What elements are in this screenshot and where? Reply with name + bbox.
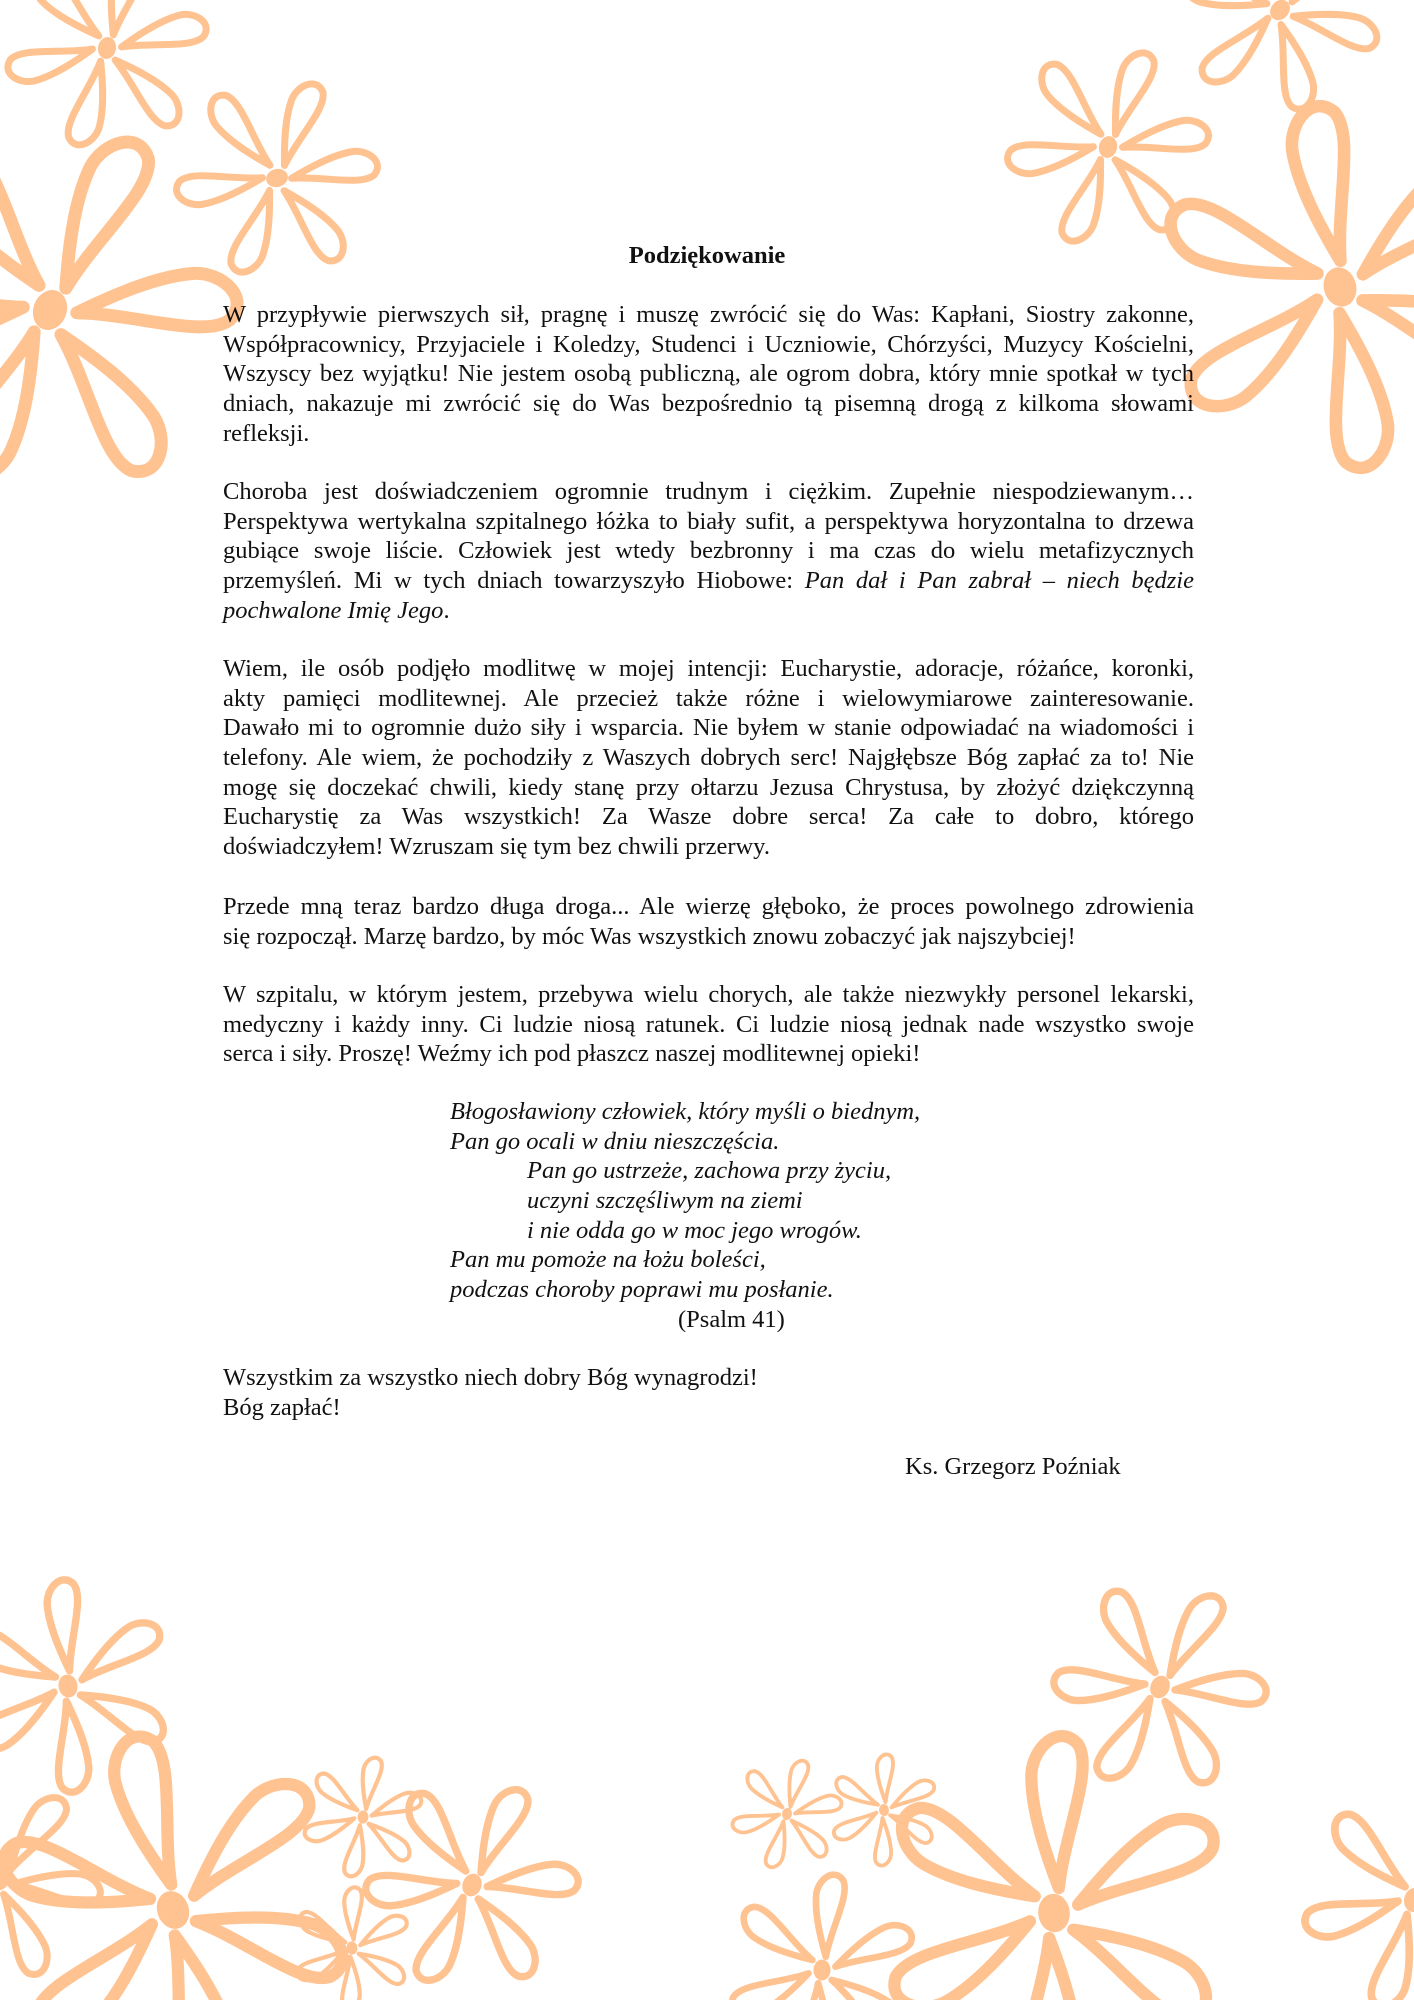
text-line: refleksji. <box>223 419 310 447</box>
text-line: gubiące swoje liście. Człowiek jest wtedy bezbronny i ma czas do wielu metafizycznych <box>223 537 1194 565</box>
text-line: Dawało mi to ogromnie dużo siły i wsparcia. Nie byłem w stanie odpowiadać na wiadomości i <box>223 714 1194 742</box>
quote-italic: Pan dał i Pan zabrał – niech będzie <box>804 567 1194 595</box>
text-line: doświadczyłem! Wzruszam się tym bez chwili przerwy. <box>223 833 770 861</box>
paragraph-3 <box>223 654 1194 862</box>
text-line: medyczny i każdy inny. Ci ludzie niosą ratunek. Ci ludzie niosą jednak nade wszystko swoje <box>223 1010 1194 1038</box>
text-line <box>223 596 1194 626</box>
paragraph-4 <box>223 892 1194 951</box>
closing-text <box>223 1363 758 1422</box>
poem-line: Pan go ustrzeże, zachowa przy życiu, <box>527 1157 892 1185</box>
paragraph-5 <box>223 980 1194 1069</box>
poem-line: i nie odda go w moc jego wrogów. <box>527 1216 862 1244</box>
text-line: Współpracownicy, Przyjaciele i Koledzy, Studenci i Uczniowie, Chórzyści, Muzycy Kościelni, <box>223 330 1194 358</box>
text-line <box>223 566 1194 596</box>
text-line: W przypływie pierwszych sił, pragnę i muszę zwrócić się do Was: Kapłani, Siostry zakonne, <box>223 301 1194 328</box>
closing-line: Bóg zapłać! <box>223 1393 341 1421</box>
poem-line: uczyni szczęśliwym na ziemi <box>527 1187 803 1215</box>
text-line: Wszyscy bez wyjątku! Nie jestem osobą publiczną, ale ogrom dobra, który mnie spotkał w tych <box>223 360 1194 388</box>
poem-line: Pan mu pomoże na łożu boleści, <box>450 1246 766 1274</box>
text-line: telefony. Ale wiem, że pochodziły z Waszych dobrych serc! Najgłębsze Bóg zapłać za to! Nie <box>223 744 1194 772</box>
poem-source: (Psalm 41) <box>678 1305 785 1333</box>
text-line: się rozpoczął. Marzę bardzo, by móc Was wszystkich znowu zobaczyć jak najszybciej! <box>223 922 1076 950</box>
paragraph-1 <box>223 300 1194 448</box>
closing-line: Wszystkim za wszystko niech dobry Bóg wynagrodzi! <box>223 1364 758 1391</box>
text-line: Przede mną teraz bardzo długa droga... Ale wierzę głęboko, że proces powolnego zdrowienia <box>223 893 1194 920</box>
text-line: dniach, nakazuje mi zwrócić się do Was bezpośrednio tą pisemną drogą z kilkoma słowami <box>223 390 1194 418</box>
psalm-quote <box>450 1097 920 1335</box>
text-line: serca i siły. Proszę! Weźmy ich pod płaszcz naszej modlitewnej opieki! <box>223 1040 921 1068</box>
quote-italic: pochwalone Imię Jego <box>223 596 444 624</box>
paragraph-2 <box>223 477 1194 625</box>
text-line: Perspektywa wertykalna szpitalnego łóżka to biały sufit, a perspektywa horyzontalna to drzewa <box>223 507 1194 535</box>
text-line: akty pamięci modlitewnej. Ale przecież także różne i wielowymiarowe zainteresowanie. <box>223 684 1194 712</box>
poem-line: Błogosławiony człowiek, który myśli o biednym, <box>450 1098 921 1125</box>
page-title: Podziękowanie <box>628 242 786 269</box>
poem-line: Pan go ocali w dniu nieszczęścia. <box>450 1127 780 1155</box>
text-line: Choroba jest doświadczeniem ogromnie trudnym i ciężkim. Zupełnie niespodziewanym… <box>223 478 1194 505</box>
text-line: Wiem, ile osób podjęło modlitwę w mojej intencji: Eucharystie, adoracje, różańce, koronki, <box>223 655 1194 682</box>
text-line: mogę się doczekać chwili, kiedy stanę przy ołtarzu Jezusa Chrystusa, by złożyć dziękczynną <box>223 773 1194 801</box>
text-segment: przemyśleń. Mi w tych dniach towarzyszyło Hiobowe: <box>223 567 805 595</box>
signature: Ks. Grzegorz Poźniak <box>905 1453 1121 1480</box>
poem-line: podczas choroby poprawi mu posłanie. <box>450 1276 834 1304</box>
text-line: W szpitalu, w którym jestem, przebywa wielu chorych, ale także niezwykły personel lekarski, <box>223 981 1194 1008</box>
text-segment: . <box>443 596 450 624</box>
text-line: Eucharystię za Was wszystkich! Za Wasze dobre serca! Za całe to dobro, którego <box>223 803 1194 831</box>
